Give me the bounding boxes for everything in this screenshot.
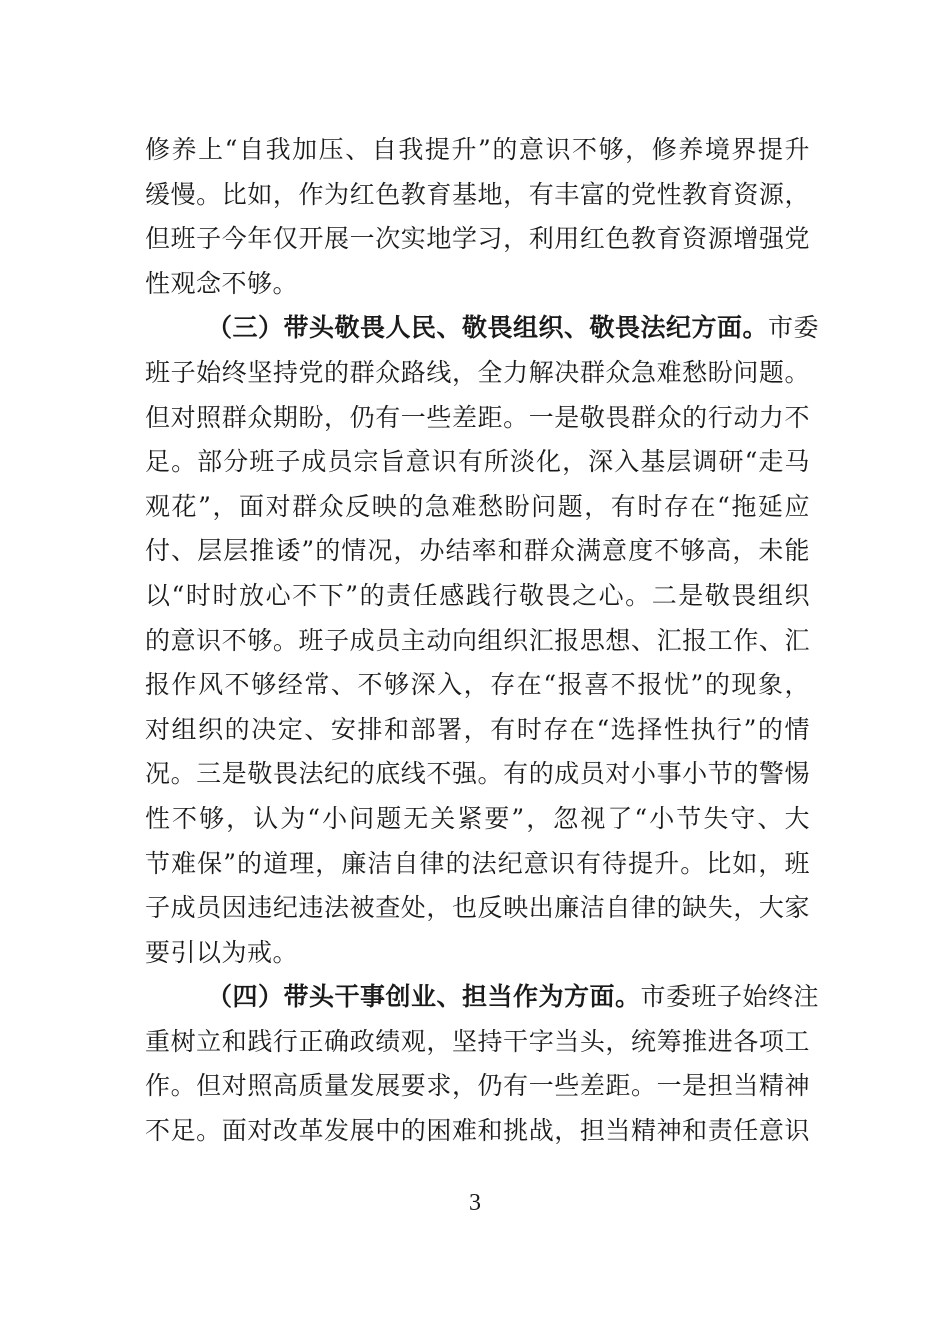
text-line [145,217,810,262]
line-text: 市委 [768,313,820,343]
text-line [145,128,810,173]
text-line [145,351,810,396]
line-text: 节难保”的道理，廉洁自律的法纪意识有待提升。比如，班 [145,848,810,878]
line-text: 性观念不够。 [145,268,299,298]
line-text: 付、层层推诿”的情况，办结率和群众满意度不够高，未能 [145,536,810,566]
line-text: 性不够，认为“小问题无关紧要”，忽视了“小节失守、大 [145,803,810,833]
line-text: 不足。面对改革发展中的困难和挑战，担当精神和责任意识 [145,1116,810,1146]
line-text: 要引以为戒。 [145,937,299,967]
text-line [145,842,810,887]
text-line [145,797,810,842]
line-text: 况。三是敬畏法纪的底线不强。有的成员对小事小节的警惕 [145,759,810,789]
line-text: 子成员因违纪违法被查处，也反映出廉洁自律的缺失，大家 [145,893,810,923]
section-heading-line [145,975,820,1020]
text-line [145,886,810,931]
text-line [145,396,810,441]
line-text: 修养上“自我加压、自我提升”的意识不够，修养境界提升 [145,135,810,164]
text-line [145,931,810,976]
text-line [145,752,810,797]
line-text: 重树立和践行正确政绩观，坚持干字当头，统筹推进各项工 [145,1026,810,1056]
text-line [145,529,810,574]
text-line [145,708,810,753]
text-line [145,574,810,619]
text-line [145,440,810,485]
section-heading: （三）带头敬畏人民、敬畏组织、敬畏法纪方面。 [207,313,769,343]
line-text: 足。部分班子成员宗旨意识有所淡化，深入基层调研“走马 [145,447,810,477]
text-line [145,262,810,307]
text-line [145,1020,810,1065]
text-line [145,1109,810,1154]
text-line [145,1064,810,1109]
text-line [145,619,810,664]
line-text: 以“时时放心不下”的责任感践行敬畏之心。二是敬畏组织 [145,580,810,610]
page-number: 3 [469,1190,481,1216]
text-line [145,663,810,708]
section-heading: （四）带头干事创业、担当作为方面。 [207,982,641,1012]
line-text: 的意识不够。班子成员主动向组织汇报思想、汇报工作、汇 [145,625,810,655]
line-text: 对组织的决定、安排和部署，有时存在“选择性执行”的情 [145,714,810,744]
body-text [145,128,820,1154]
line-text: 但对照群众期盼，仍有一些差距。一是敬畏群众的行动力不 [145,402,810,432]
line-text: 但班子今年仅开展一次实地学习，利用红色教育资源增强党 [145,224,810,254]
line-text: 观花”，面对群众反映的急难愁盼问题，有时存在“拖延应 [145,491,810,521]
line-text: 班子始终坚持党的群众路线，全力解决群众急难愁盼问题。 [145,357,810,387]
line-text: 市委班子始终注 [640,982,820,1012]
text-line [145,485,810,530]
line-text: 缓慢。比如，作为红色教育基地，有丰富的党性教育资源， [145,179,810,209]
line-text: 作。但对照高质量发展要求，仍有一些差距。一是担当精神 [145,1071,810,1101]
section-heading-line [145,306,820,351]
text-line [145,173,810,218]
line-text: 报作风不够经常、不够深入，存在“报喜不报忧”的现象， [145,670,810,700]
